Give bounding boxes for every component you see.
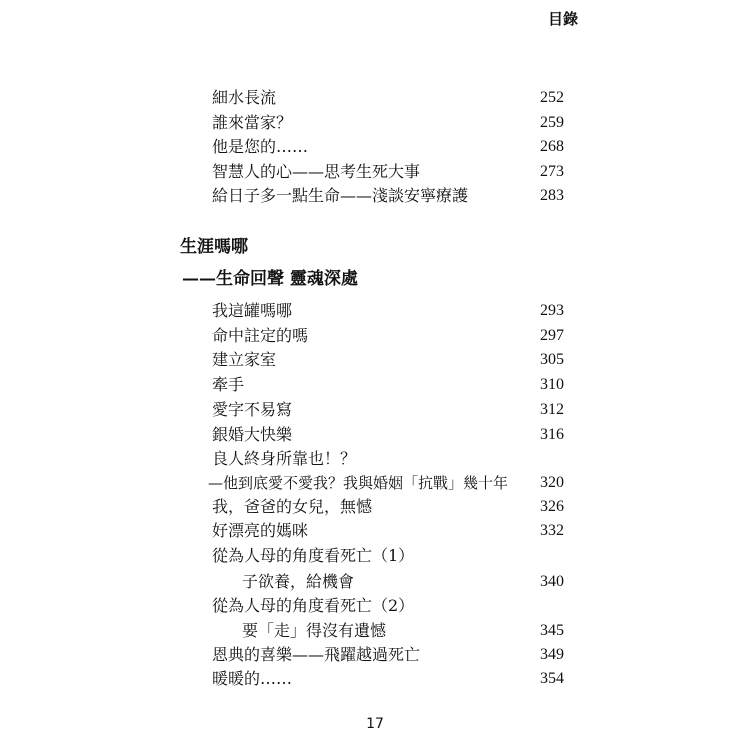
toc-entry-page: 259 [540,114,564,131]
toc-entry-title: 建立家室 [212,350,277,369]
toc-entry-page: 332 [540,522,564,539]
toc-entry-page: 283 [540,187,564,204]
page-number: 17 [366,716,384,732]
toc-entry-title: 從為人母的角度看死亡（1） [212,546,415,565]
toc-entry [212,570,564,594]
toc-entry-title: 子欲養，給機會 [242,572,355,591]
toc-entry-page: 312 [540,401,564,418]
toc-entry-page: 297 [540,327,564,344]
toc-entry [212,135,564,159]
toc-entry [212,619,564,643]
running-header-title: 目錄 [547,10,578,28]
toc-entry-page: 273 [540,163,564,180]
toc-entry [212,86,564,110]
section-subtitle: ——生命回聲 靈魂深處 [182,269,358,289]
toc-entry-title: 我這罐嗎哪 [212,301,293,320]
toc-entry [212,667,564,691]
toc-entry [212,643,564,667]
toc-entry-page: 340 [540,573,564,590]
toc-entry [212,111,564,135]
toc-entry-title: 暖暖的…… [212,669,293,688]
toc-entry [212,160,564,184]
section-title: 生涯嗎哪 [180,237,248,257]
toc-entry-title: 細水長流 [212,88,277,107]
toc-entry-title: 好漂亮的媽咪 [212,521,309,540]
toc-entry-title: 銀婚大快樂 [212,425,293,444]
toc-entry [212,519,564,543]
toc-entry-title: 誰來當家？ [212,113,293,132]
toc-entry-page: 305 [540,351,564,368]
toc-entry-page: 349 [540,646,564,663]
toc-entry-page: 268 [540,138,564,155]
toc-entry-title: 給日子多一點生命——淺談安寧療護 [212,186,469,205]
toc-entry-page: 316 [540,426,564,443]
toc-entry [212,373,564,397]
toc-entry-page: 252 [540,89,564,106]
toc-entry-page: 345 [540,622,564,639]
toc-entry-title: 要「走」得沒有遺憾 [242,621,387,640]
toc-entry-page: 354 [540,670,564,687]
toc-entry-title: —他到底愛不愛我？我與婚姻「抗戰」幾十年 [208,474,509,492]
toc-entry [212,324,564,348]
toc-entry-title: 良人終身所靠也！？ [212,449,357,468]
toc-entry-page: 320 [540,474,564,491]
toc-entry-title: 他是您的…… [212,137,309,156]
toc-entry-title: 恩典的喜樂——飛躍越過死亡 [212,645,421,664]
toc-entry [212,594,564,618]
toc-entry [212,423,564,447]
toc-entry-page: 310 [540,376,564,393]
toc-entry [212,299,564,323]
toc-entry-title: 牽手 [212,375,245,394]
toc-entry [212,447,564,471]
toc-entry [208,471,564,495]
toc-entry-title: 智慧人的心——思考生死大事 [212,162,421,181]
toc-entry [212,348,564,372]
toc-entry [212,544,564,568]
toc-entry [212,495,564,519]
toc-entry-title: 從為人母的角度看死亡（2） [212,596,415,615]
toc-entry-page: 293 [540,302,564,319]
toc-entry-title: 我，爸爸的女兒，無憾 [212,497,373,516]
toc-entry [212,184,564,208]
toc-entry-title: 命中註定的嗎 [212,326,309,345]
toc-entry-title: 愛字不易寫 [212,400,293,419]
toc-entry [212,398,564,422]
toc-entry-page: 326 [540,498,564,515]
